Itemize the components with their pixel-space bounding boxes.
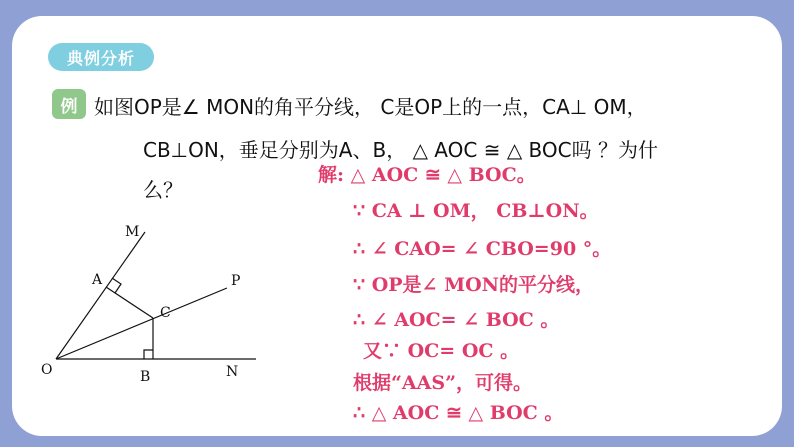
label-o: O: [41, 362, 53, 378]
label-m: M: [125, 224, 140, 240]
label-n: N: [226, 364, 239, 380]
label-b: B: [140, 369, 151, 385]
problem-line-2: CB⊥ON，垂足分别为A、B， △ AOC ≅ △ BOC吗 ？为什: [143, 138, 658, 162]
problem-line-1: 如图OP是∠ MON的角平分线， C是OP上的一点，CA⊥ OM，: [94, 95, 647, 119]
solution-line-3: ∴ ∠ CAO= ∠ CBO=90 °。: [353, 238, 612, 260]
solution-line-2: ∵ CA ⊥ OM， CB⊥ON。: [353, 200, 599, 222]
ray-op: [56, 288, 227, 359]
solution-line-7: 根据“AAS”，可得。: [353, 372, 533, 394]
example-label-badge: 例: [52, 89, 86, 119]
solution-line-8: ∴ △ AOC ≅ △ BOC 。: [353, 402, 564, 424]
solution-line-1: 解: △ AOC ≅ △ BOC。: [318, 164, 536, 186]
label-a: A: [92, 272, 103, 288]
section-title-badge: 典例分析: [48, 43, 154, 71]
segment-ca: [106, 287, 153, 318]
solution-line-6: 又∵ OC= OC 。: [363, 340, 520, 362]
right-angle-mark-a: [112, 278, 121, 293]
right-angle-mark-b: [144, 350, 153, 359]
label-p: P: [231, 273, 241, 289]
problem-line-3: 么？: [143, 178, 183, 202]
solution-line-5: ∴ ∠ AOC= ∠ BOC 。: [353, 309, 560, 331]
label-c: C: [160, 305, 171, 321]
solution-line-4: ∵ OP是∠ MON的平分线，: [353, 274, 595, 296]
